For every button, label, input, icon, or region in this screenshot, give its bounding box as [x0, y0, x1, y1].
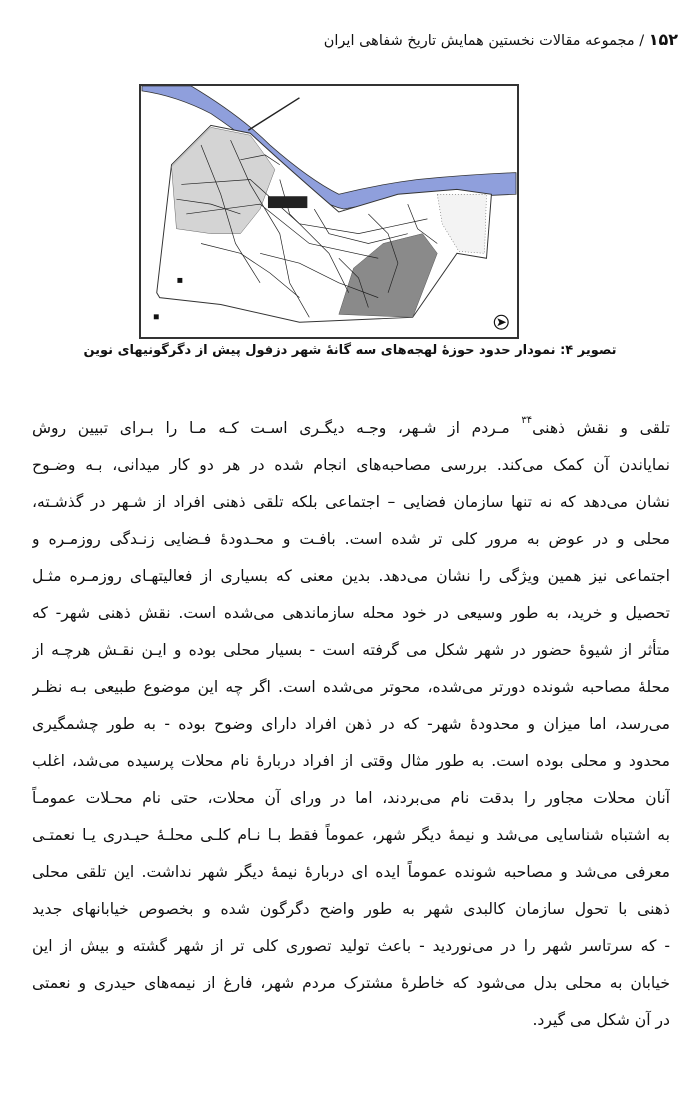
figure-caption: تصویر ۴: نمودار حدود حوزهٔ لهجه‌های سه گانهٔ شهر دزفول پیش از دگرگونیهای نوین — [83, 343, 617, 358]
text-line: آنان محلات مجاور را بدقت نام می‌بردند، اما در ورای آن محلات، حتی نام محـلات عمومـاً — [32, 789, 670, 807]
bridge — [248, 98, 299, 130]
header-separator: / — [639, 33, 645, 49]
text-line: نشان می‌دهد که نه تنها سازمان فضایی – اجتماعی بلکه تلقی ذهنی افراد از شـهر در گذشـته، — [32, 493, 670, 511]
footnote-ref[interactable]: ۳۴ — [521, 415, 533, 426]
text-fragment: مـردم از شـهر، وجـه دیگـری اسـت کـه مـا را بـرای تبیین روش — [32, 419, 510, 437]
book-title: مجموعه مقالات نخستین همایش تاریخ شفاهی ایران — [323, 33, 635, 49]
north-arrow-icon — [494, 315, 508, 329]
text-line: معرفی می‌شد و مصاحبه شونده عموماً ایده ای دربارهٔ نیمهٔ دیگر شهر نداشت. این تلقی محلی — [32, 863, 670, 881]
dezful-map-figure — [139, 84, 519, 339]
text-line: در آن شکل می گیرد. — [532, 1011, 670, 1029]
text-line: به اشتباه شناسایی می‌شد و نیمهٔ دیگر شهر، عموماً فقط بـا نـام کلـی محلـهٔ حیـدری یـا نعمتـی — [32, 826, 670, 844]
text-line: محدود و محلی بوده است. به طور مثال وقتی از افراد دربارهٔ نام محلات پرسیده می‌شد، اغلب — [32, 752, 670, 770]
text-line: تحصیل و خرید، به طور وسیعی در خود محله سازماندهی می‌شده است. نقش ذهنی شهر- که — [32, 604, 670, 622]
body-paragraph — [32, 410, 670, 1039]
text-line: خیابان به محلی بدل می‌شود که خاطرهٔ مشترک مردم شهر، فارغ از نیمه‌های حیدری و نعمتی — [32, 974, 670, 992]
text-line: محلهٔ مصاحبه شونده دورتر می‌شده، محوتر می‌شده است. اگر چه این موضوع طبیعی بـه نظـر — [32, 678, 670, 696]
map-marker — [177, 278, 182, 283]
text-line: اجتماعی نیز همین ویژگی را نشان می‌دهد. بدین معنی که بسیاری از فعالیتهـای روزمـره مثـل — [32, 567, 670, 585]
text-line: - که سرتاسر شهر را در می‌نوردید - باعث تولید تصوری کلی تر از شهر گشته و بیش از این — [32, 937, 670, 955]
map-marker — [154, 314, 159, 319]
map-graphic — [141, 86, 517, 337]
text-line: محلی و در عوض به مرور کلی تر شده است. بافـت و محـدودهٔ فـضایی زنـدگی روزمـره و — [32, 530, 670, 548]
page-number: ۱۵۲ — [648, 30, 678, 49]
text-fragment: تلقی و نقش ذهنی — [532, 419, 670, 437]
text-line: ذهنی با تحول سازمان کالبدی شهر به طور واضح دگرگون شده و بخصوص خیابانهای جدید — [32, 900, 670, 918]
text-line: نمایاندن آن کمک می‌کند. بررسی مصاحبه‌های انجام شده در هر دو کار میدانی، بـه وضـوح — [32, 456, 670, 474]
text-line: متأثر از شیوهٔ حضور در شهر شکل می گرفته است - بسیار محلی بوده و ایـن نقـش هرچـه از — [32, 641, 670, 659]
bazaar-core — [268, 196, 307, 208]
running-header — [324, 30, 678, 49]
text-line: می‌رسد، اما میزان و محدودهٔ شهر- که در ذهن افراد دارای وضوح بوده - به طور چشمگیری — [32, 715, 670, 733]
text-line — [32, 410, 670, 447]
